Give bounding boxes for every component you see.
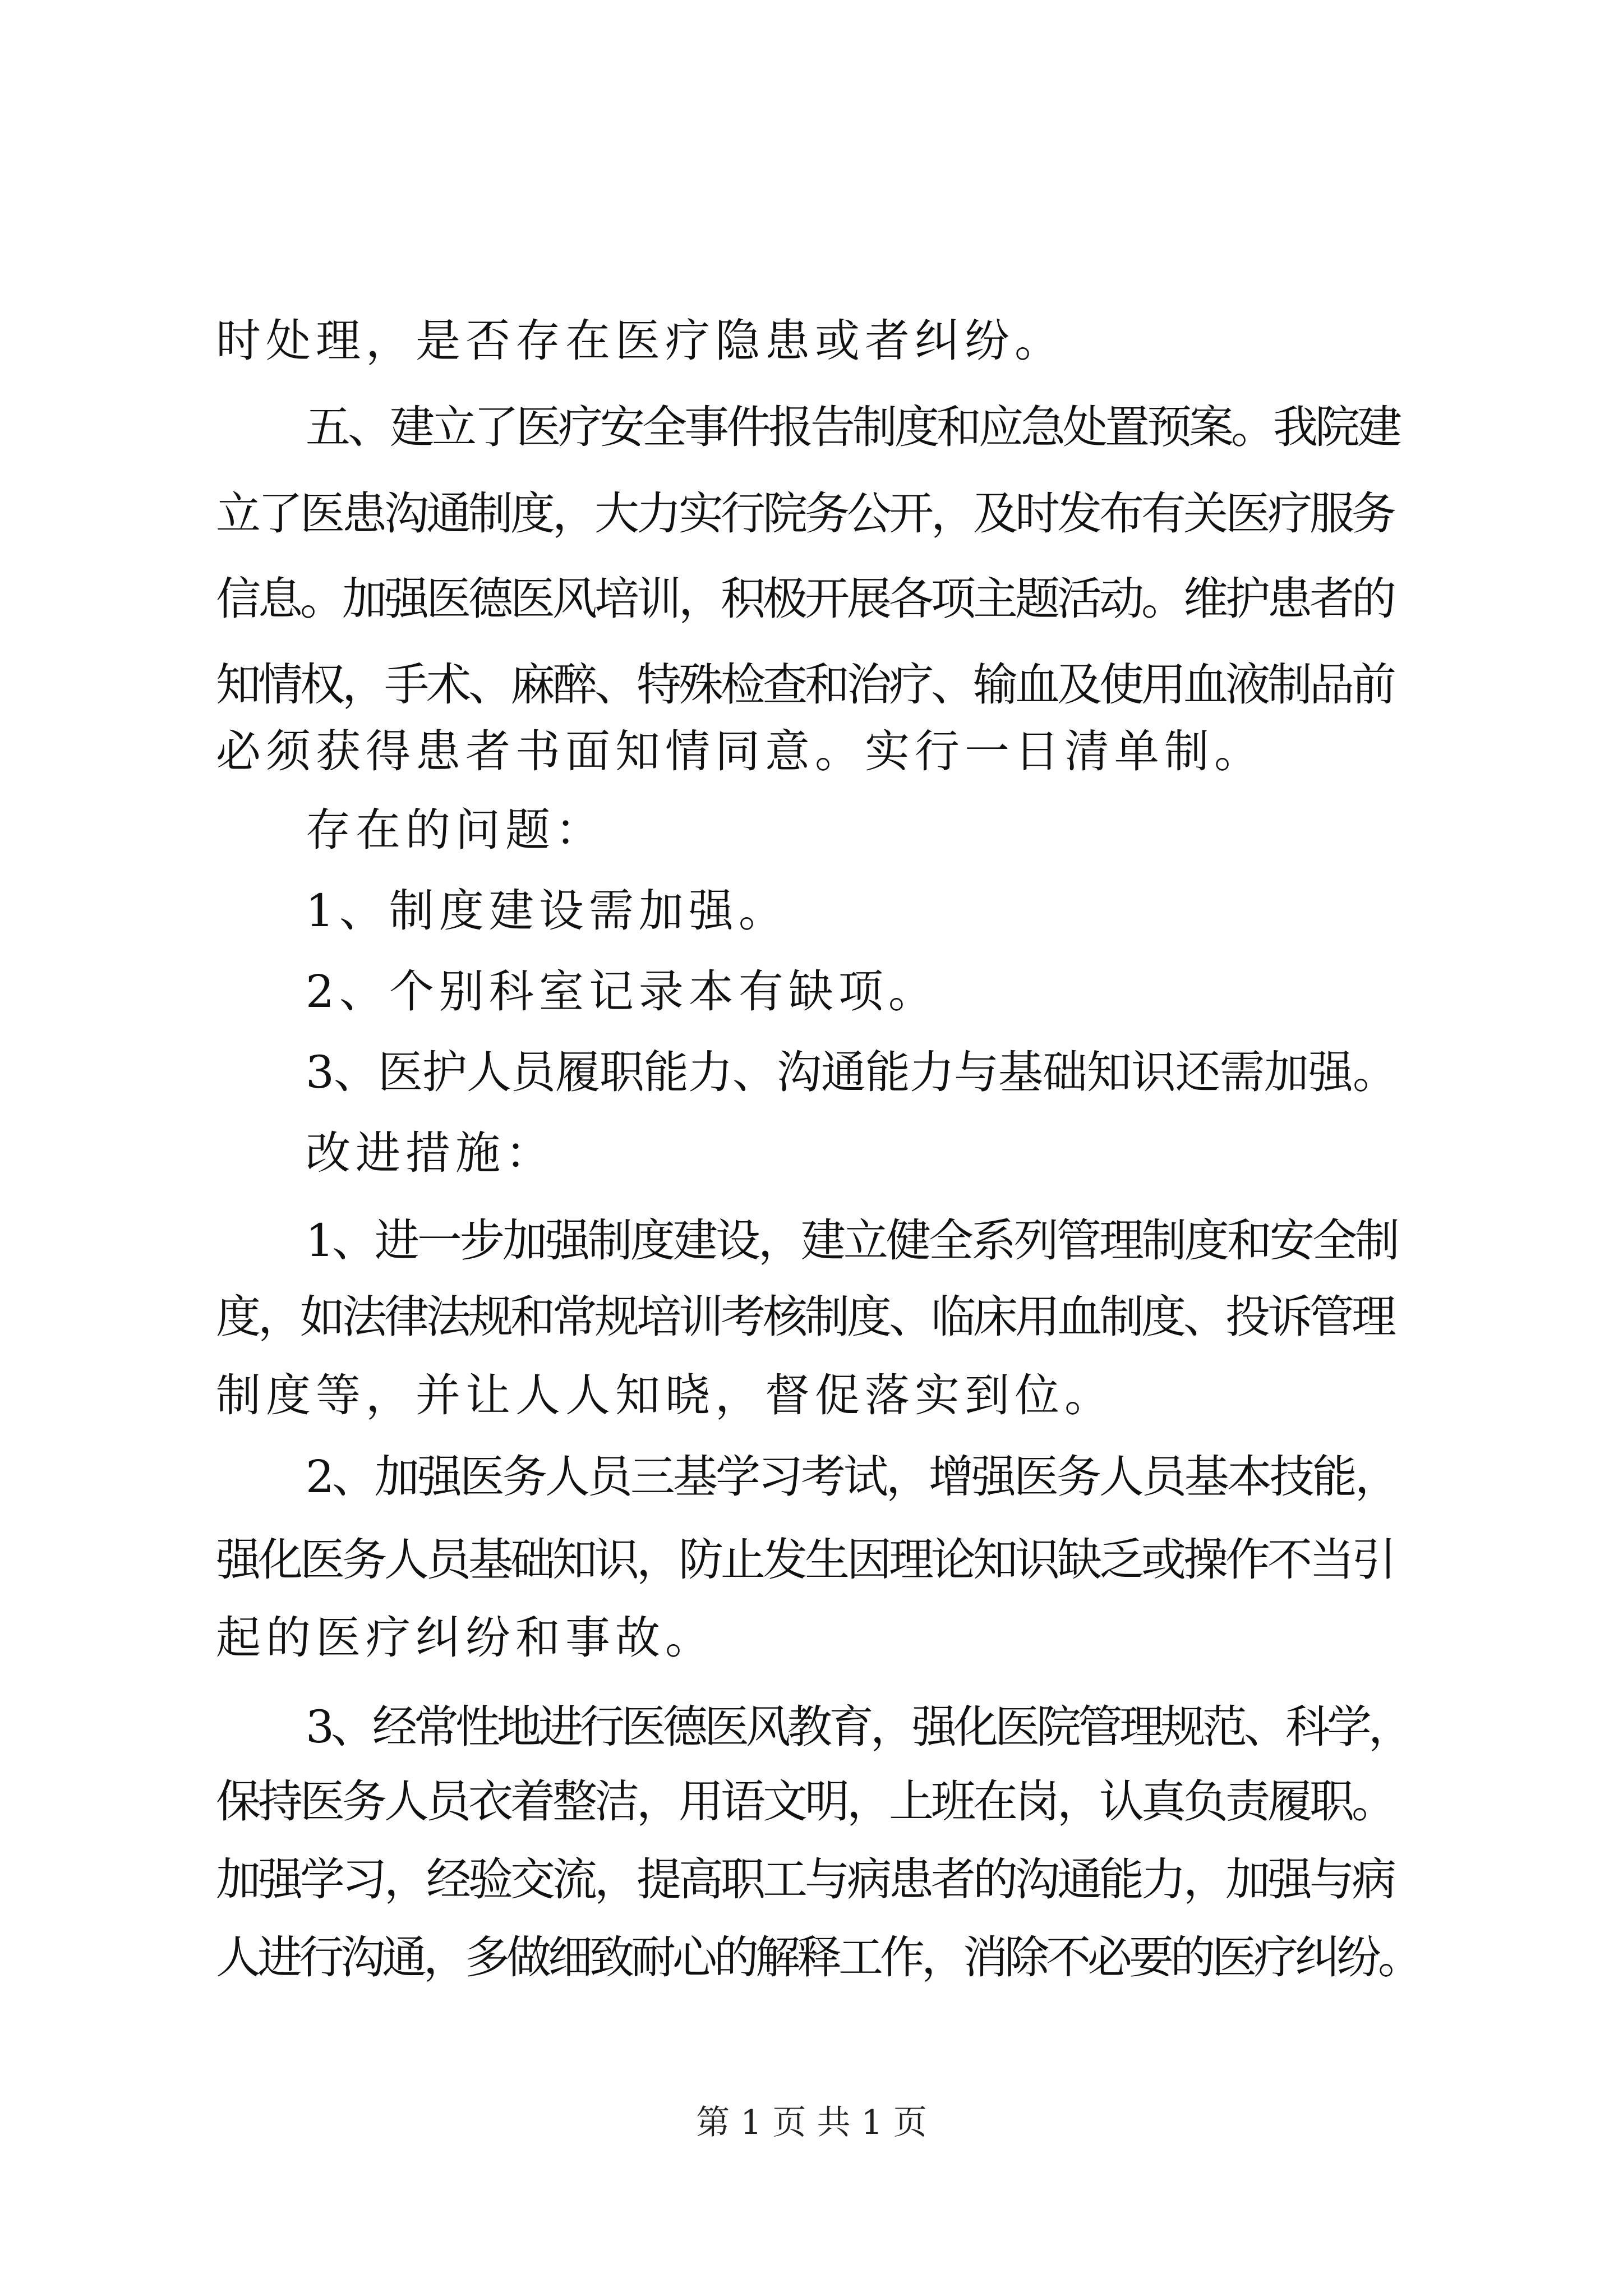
paragraph-line: 五、建立了医疗安全事件报告制度和应急处置预案。我院建 <box>306 401 1399 453</box>
paragraph-line: 度，如法律法规和常规培训考核制度、临床用血制度、投诉管理 <box>216 1291 1394 1343</box>
paragraph-line: 必须获得患者书面知情同意。实行一日清单制。 <box>216 725 1264 777</box>
paragraph-line: 知情权，手术、麻醉、特殊检查和治疗、输血及使用血液制品前 <box>216 659 1394 711</box>
list-item: 2、个别科室记录本有缺项。 <box>306 965 938 1018</box>
paragraph-line: 强化医务人员基础知识，防止发生因理论知识缺乏或操作不当引 <box>216 1534 1394 1586</box>
paragraph-line: 时处理，是否存在医疗隐患或者纠纷。 <box>216 315 1064 367</box>
section-heading: 改进措施： <box>306 1127 555 1179</box>
list-item: 1、制度建设需加强。 <box>306 885 789 937</box>
list-item: 3、医护人员履职能力、沟通能力与基础知识还需加强。 <box>306 1046 1397 1098</box>
page-footer: 第 1 页 共 1 页 <box>696 2103 927 2142</box>
paragraph-line: 制度等，并让人人知晓，督促落实到位。 <box>216 1369 1114 1421</box>
section-heading: 存在的问题： <box>306 804 605 856</box>
paragraph-line: 保持医务人员衣着整洁，用语文明，上班在岗，认真负责履职。 <box>216 1775 1394 1828</box>
list-item: 1、进一步加强制度建设，建立健全系列管理制度和安全制 <box>306 1214 1398 1267</box>
list-item: 2、加强医务人员三基学习考试，增强医务人员基本技能， <box>306 1451 1398 1503</box>
list-item: 3、经常性地进行医德医风教育，强化医院管理规范、科学， <box>306 1701 1410 1753</box>
paragraph-line: 立了医患沟通制度，大力实行院务公开，及时发布有关医疗服务 <box>216 487 1394 540</box>
paragraph-line: 信息。加强医德医风培训，积极开展各项主题活动。维护患者的 <box>216 573 1394 625</box>
paragraph-line: 人进行沟通，多做细致耐心的解释工作，消除不必要的医疗纠纷。 <box>216 1931 1419 1984</box>
paragraph-line: 加强学习，经验交流，提高职工与病患者的沟通能力，加强与病 <box>216 1853 1394 1906</box>
paragraph-line: 起的医疗纠纷和事故。 <box>216 1612 715 1664</box>
